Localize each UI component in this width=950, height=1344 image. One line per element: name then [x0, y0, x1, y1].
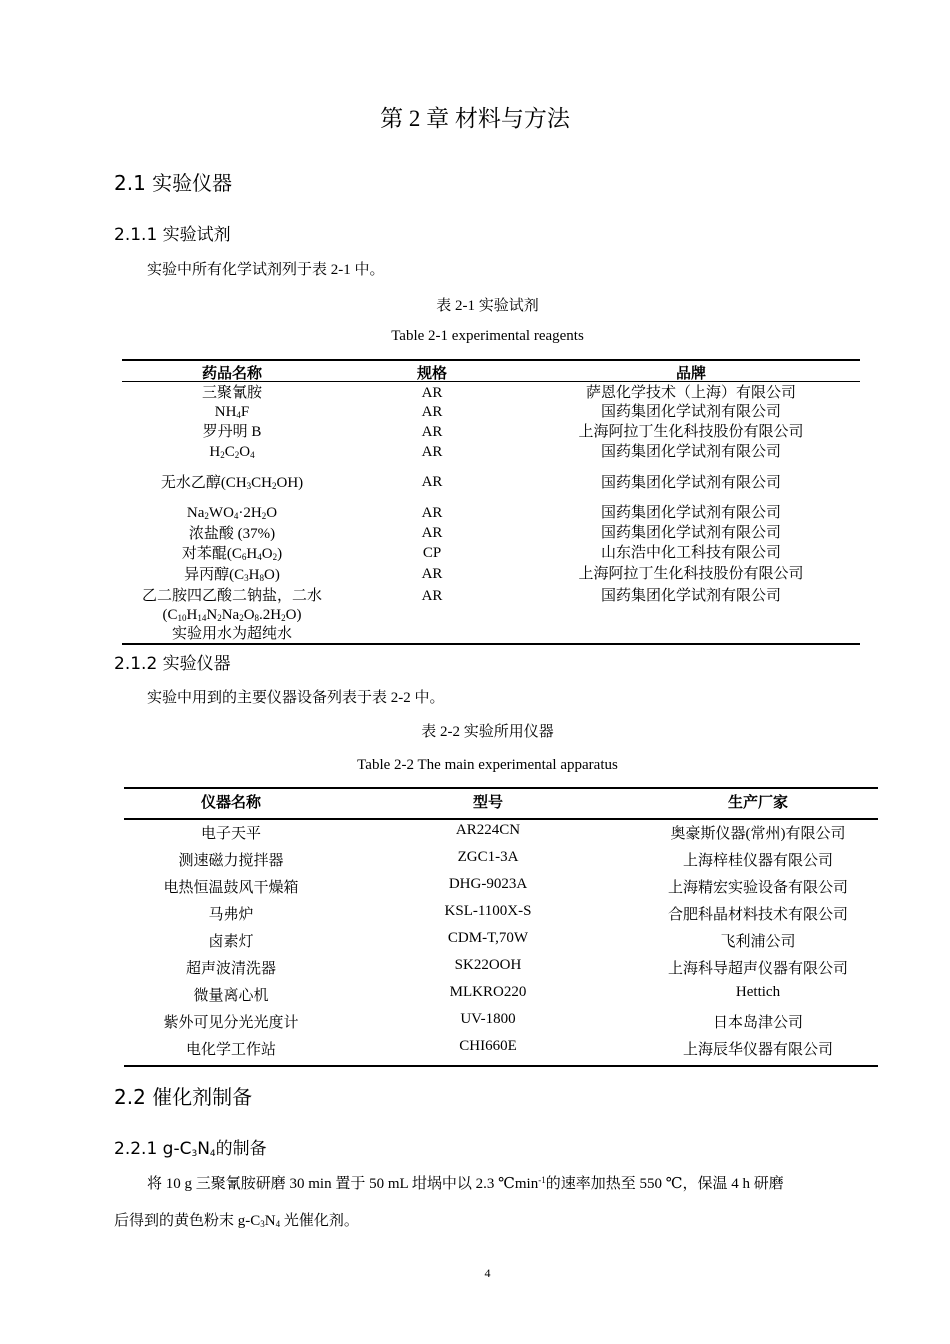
- table1-cell-spec: AR: [421, 525, 443, 541]
- table2-cell-model: SK22OOH: [454, 957, 522, 973]
- table2-cell-model: MLKRO220: [449, 984, 527, 1000]
- table2-cell-name: 测速磁力搅拌器: [178, 853, 284, 869]
- table2-cell-maker: 日本岛津公司: [712, 1015, 803, 1031]
- table2-cell-name: 电化学工作站: [185, 1042, 276, 1058]
- table1-note: 实验用水为超纯水: [171, 626, 292, 642]
- table2-cell-name: 马弗炉: [208, 907, 254, 923]
- table2-cell-maker: 奥豪斯仪器(常州)有限公司: [670, 826, 846, 842]
- table2-cell-model: UV-1800: [460, 1011, 516, 1027]
- table2-cell-model: ZGC1-3A: [457, 849, 519, 865]
- paragraph-reagents-intro: 实验中所有化学试剂列于表 2-1 中。: [147, 262, 385, 278]
- table1-cell-spec: CP: [422, 545, 442, 561]
- table1-cell-name: 三聚氰胺: [201, 385, 262, 401]
- table1-cell-name: $Na_2WO_4\cdot 2H_2O$: [186, 505, 278, 521]
- table2-cell-maker: 上海辰华仪器有限公司: [682, 1042, 833, 1058]
- table2-cell-name: 电子天平: [200, 826, 261, 842]
- table2-cell-maker: 上海梓桂仪器有限公司: [682, 853, 833, 869]
- table1-cell-name: 罗丹明 B: [202, 424, 262, 440]
- table1-cell-name: 对苯醌$(C_6H_4O_2)$: [181, 546, 283, 562]
- table1-cell-spec: AR: [421, 505, 443, 521]
- table2-caption-en: Table 2-2 The main experimental apparatus: [357, 757, 618, 773]
- table1-cell-name: 浓盐酸 (37%): [188, 526, 276, 542]
- table1-cell-brand: 国药集团化学试剂有限公司: [600, 588, 781, 604]
- table1-cell-spec: AR: [421, 404, 443, 420]
- table1-caption-cn: 表 2-1 实验试剂: [436, 298, 539, 314]
- table1-cell-brand: 山东浩中化工科技有限公司: [600, 545, 781, 561]
- table2-cell-maker: 合肥科晶材料技术有限公司: [667, 907, 848, 923]
- chapter-title: 第 2 章 材料与方法: [380, 106, 570, 131]
- table1-caption-en: Table 2-1 experimental reagents: [391, 328, 584, 344]
- table2-cell-model: DHG-9023A: [448, 876, 528, 892]
- table1-cell-name: 乙二胺四乙酸二钠盐，二水 $(C_{10}H_{14}N_2Na_2O_8.2H_2O)$ 实验用水为超纯水: [122, 587, 342, 644]
- paragraph-prep-line2: 后得到的黄色粉末 $g-C_3N_4$ 光催化剂。: [114, 1213, 359, 1229]
- table1-cell-name: $H_2C_2O_4$: [209, 444, 255, 460]
- table1-cell-spec: AR: [421, 424, 443, 440]
- table1-cell-brand: 国药集团化学试剂有限公司: [600, 444, 781, 460]
- table2-cell-maker: 上海科导超声仪器有限公司: [667, 961, 848, 977]
- table1-cell-name: 无水乙醇$(CH_3CH_2OH)$: [160, 475, 304, 491]
- table2-header-maker: 生产厂家: [727, 793, 788, 811]
- table1-header-name: 药品名称: [201, 366, 262, 382]
- table2-cell-model: KSL-1100X-S: [444, 903, 532, 919]
- table1-cell-name: $NH_4F$: [214, 404, 250, 420]
- table1-cell-brand: 国药集团化学试剂有限公司: [600, 404, 781, 420]
- table2-cell-name: 紫外可见分光光度计: [163, 1015, 299, 1031]
- table1-cell-brand: 上海阿拉丁生化科技股份有限公司: [578, 424, 804, 440]
- paragraph-prep-line1: 将 10 g 三聚氰胺研磨 30 min 置于 50 mL 坩埚中以 2.3 $℃\min^{-1}$的速率加热至 550 ℃，保温 4 h 研磨: [147, 1175, 784, 1192]
- table2-header-name: 仪器名称: [200, 793, 261, 811]
- table1-cell-spec: AR: [421, 566, 443, 582]
- table2-cell-maker: Hettich: [735, 984, 781, 1000]
- section-heading-2-1: 2.1 实验仪器: [114, 171, 233, 195]
- table1-cell-spec: AR: [421, 474, 443, 490]
- table2-cell-name: 微量离心机: [193, 988, 269, 1004]
- table2-cell-name: 超声波清洗器: [185, 961, 276, 977]
- table2-cell-model: AR224CN: [455, 822, 521, 838]
- table2-top-rule: [124, 787, 878, 789]
- table2-caption-cn: 表 2-2 实验所用仪器: [421, 724, 554, 740]
- page-number: 4: [484, 1266, 491, 1280]
- section-heading-2-1-1: 2.1.1 实验试剂: [114, 225, 231, 245]
- table1-cell-spec: AR: [421, 385, 443, 401]
- table2-cell-maker: 飞利浦公司: [720, 934, 796, 950]
- paragraph-apparatus-intro: 实验中用到的主要仪器设备列表于表 2-2 中。: [147, 690, 445, 706]
- table2-cell-model: CHI660E: [459, 1038, 517, 1054]
- table1-cell-brand: 上海阿拉丁生化科技股份有限公司: [578, 566, 804, 582]
- table2-cell-maker: 上海精宏实验设备有限公司: [667, 880, 848, 896]
- table1-header-brand: 品牌: [675, 366, 706, 382]
- table1-top-rule: [122, 359, 860, 361]
- table2-cell-name: 卤素灯: [208, 934, 254, 950]
- table1-cell-brand: 国药集团化学试剂有限公司: [600, 525, 781, 541]
- table1-cell-name: 异丙醇$(C_3H_8O)$: [184, 567, 280, 583]
- table1-cell-brand: 萨恩化学技术（上海）有限公司: [585, 385, 796, 401]
- table2-bottom-rule: [124, 1065, 878, 1067]
- table2-cell-name: 电热恒温鼓风干燥箱: [163, 880, 299, 896]
- table2-header-rule: [124, 818, 878, 820]
- section-heading-2-1-2: 2.1.2 实验仪器: [114, 654, 231, 674]
- table1-cell-brand: 国药集团化学试剂有限公司: [600, 475, 781, 491]
- table2-cell-model: CDM-T,70W: [447, 930, 529, 946]
- table1-cell-brand: 国药集团化学试剂有限公司: [600, 505, 781, 521]
- table1-cell-spec: AR: [421, 588, 443, 604]
- table1-header-spec: 规格: [416, 366, 447, 382]
- section-heading-2-2-1: 2.2.1 $g-C_3N_4$的制备: [114, 1139, 267, 1159]
- table1-cell-spec: AR: [421, 444, 443, 460]
- section-heading-2-2: 2.2 催化剂制备: [114, 1085, 253, 1109]
- table2-header-model: 型号: [472, 793, 503, 811]
